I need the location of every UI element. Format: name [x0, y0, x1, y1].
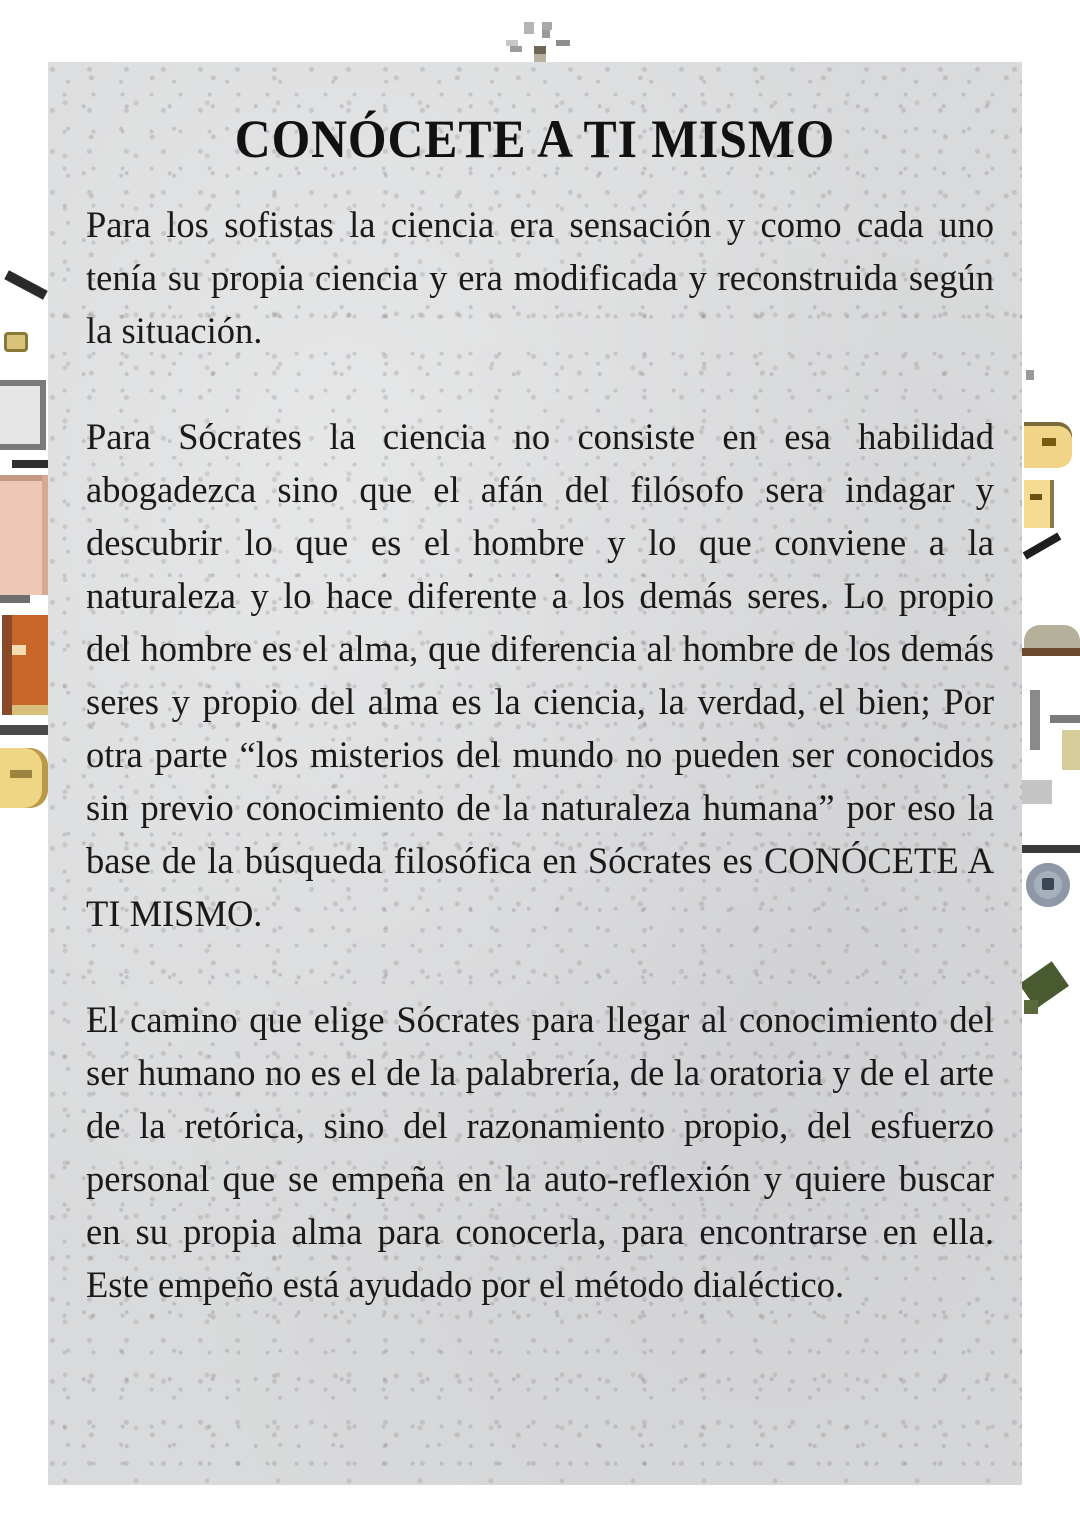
document-body: [86, 198, 994, 1311]
coin-icon: [4, 332, 28, 352]
hand-icon: [0, 475, 48, 595]
paragraph-camino: El camino que elige Sócrates para llegar al conocimiento del ser humano no es el de la palabrería, de la oratoria y de el arte de la retórica, sino del razonamiento propio, del esfuerzo personal que se empeña en la auto-reflexión y quiere buscar en su propia alma para conocerla, para encontrarse en ella. Este empeño está ayudado por el método dialéctico.: [86, 999, 994, 1305]
pencil-icon: [4, 270, 48, 299]
stone-panel: [48, 62, 1022, 1485]
pixel-sparkle-icon: [500, 18, 580, 64]
plant-pot-icon: [1024, 625, 1080, 649]
page-title: CONÓCETE A TI MISMO: [234, 109, 836, 169]
lamp-icon: [2, 615, 48, 715]
paragraph-socrates-ciencia: Para Sócrates la ciencia no consiste en esa habilidad abogadezca sino que el afán del filósofo sera indagar y descubrir lo que es el hombre y lo que conviene a la naturaleza y lo hace diferente a los demás seres. Lo propio del hombre es el alma, que diferencia al hombre de los demás seres y propio del alma es la ciencia, la verdad, el bien; Por otra parte “los misterios del mundo no pueden ser conocidos sin previo conocimiento de la naturaleza humana” por eso la base de la búsqueda filosófica en Sócrates es CONÓCETE A TI MISMO.: [86, 416, 994, 934]
paragraph-sofistas: Para los sofistas la ciencia era sensación y como cada uno tenía su propia ciencia y era modificada y reconstruida según la situación.: [86, 204, 994, 351]
book-icon: [1030, 690, 1040, 750]
magnifier-icon: [0, 380, 46, 450]
left-decoration-strip: [0, 270, 52, 1010]
coin-icon-large: [0, 748, 48, 808]
right-decoration-strip: [1022, 360, 1080, 1040]
